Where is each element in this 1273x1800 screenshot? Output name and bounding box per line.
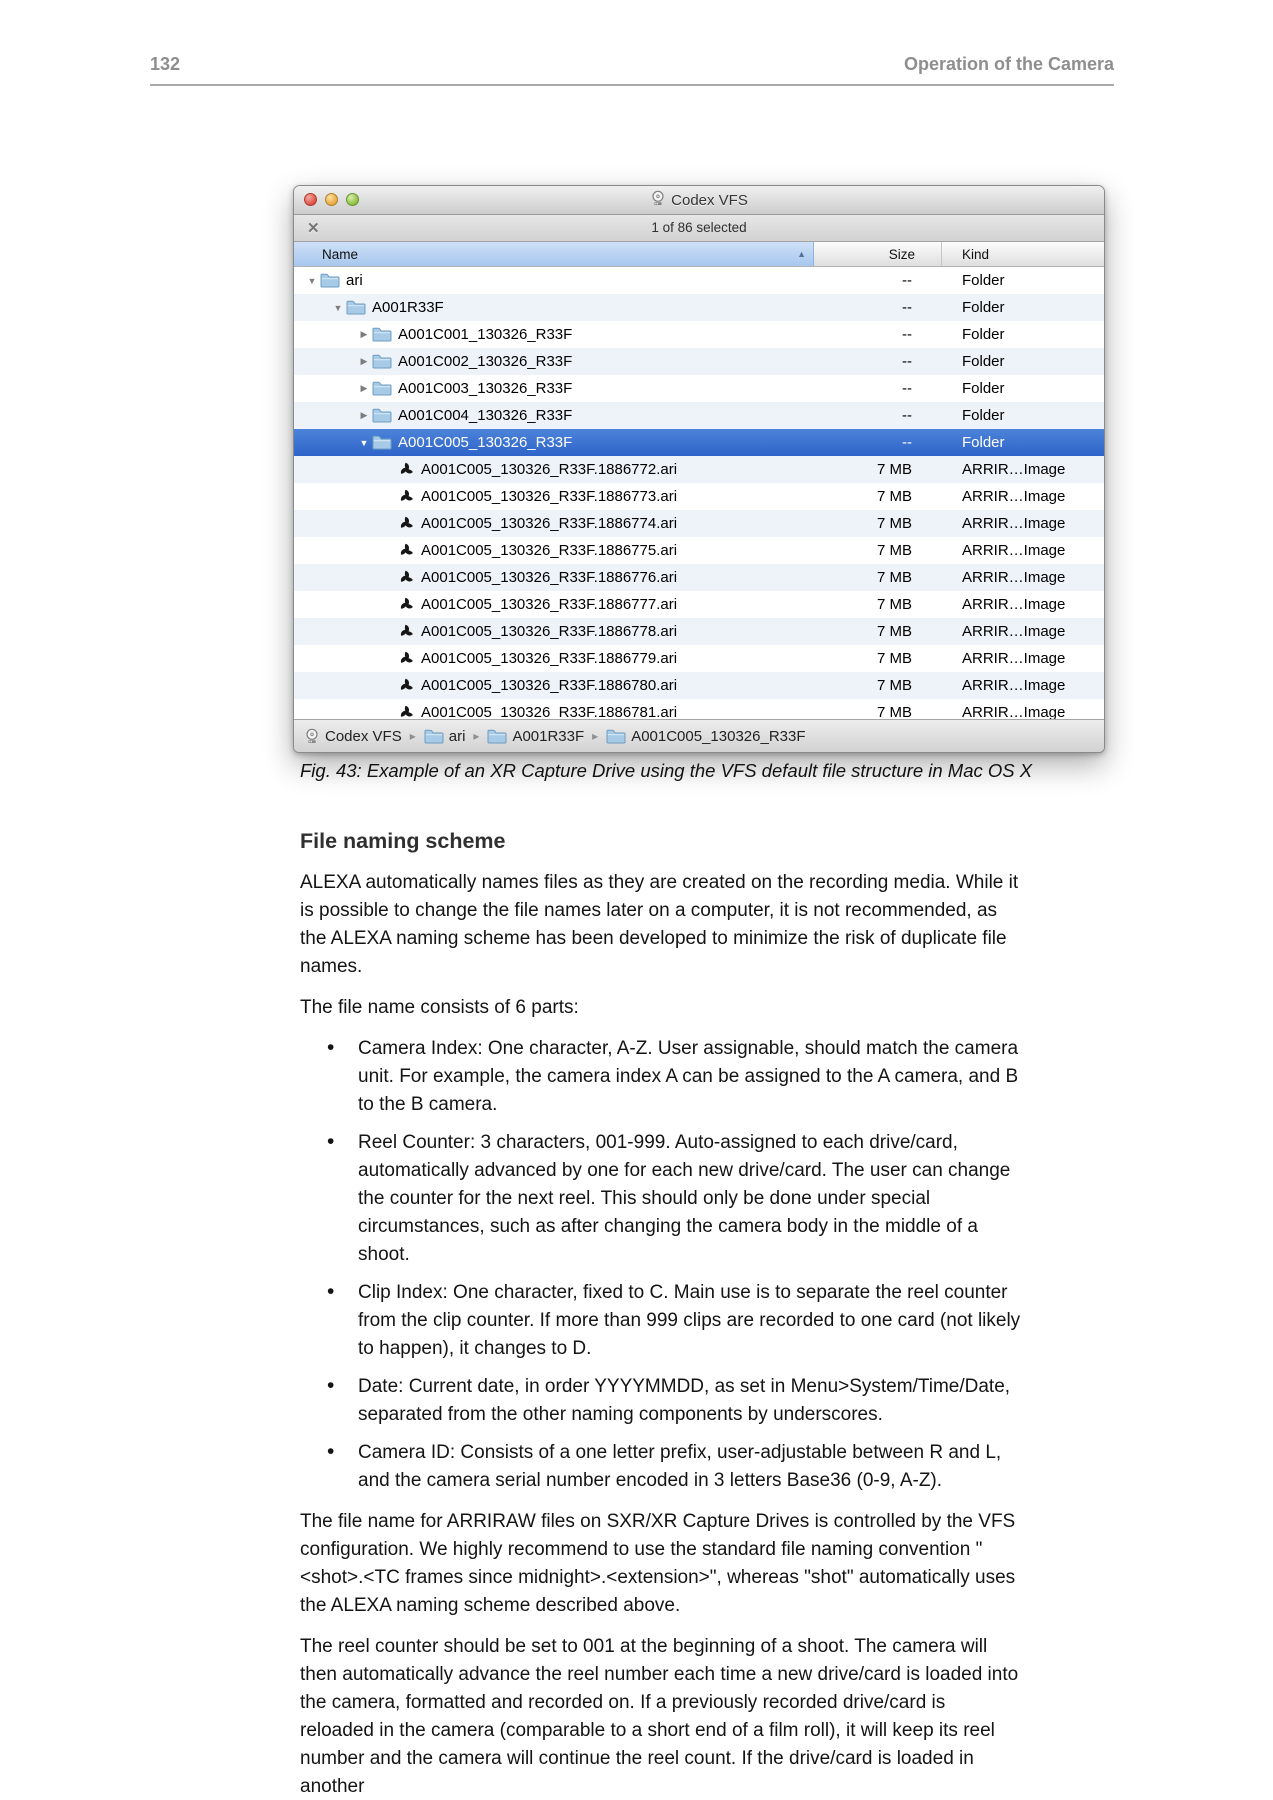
- path-item-label: ari: [448, 727, 466, 745]
- column-header-name[interactable]: [294, 242, 814, 266]
- folder-icon: [606, 729, 626, 744]
- ari-file-icon: [398, 650, 415, 667]
- column-header-size[interactable]: Size: [814, 242, 942, 266]
- file-size: --: [902, 353, 912, 370]
- folder-icon: [372, 408, 392, 423]
- file-size: 7 MB: [876, 650, 912, 667]
- ari-file-icon: [398, 677, 415, 694]
- paragraph-parts: The file name consists of 6 parts:: [300, 997, 579, 1018]
- file-size: 7 MB: [876, 704, 912, 719]
- file-size: --: [902, 380, 912, 397]
- file-size: --: [902, 407, 912, 424]
- window-title: [294, 186, 1104, 214]
- naming-part-item: • Camera ID: Consists of a one letter prefix, user-adjustable between R and L, and the camera serial number encoded in 3 letters Base36 (0-9, A-Z).: [300, 1439, 1024, 1495]
- file-size: 7 MB: [876, 623, 912, 640]
- paragraph-arriraw: The file name for ARRIRAW files on SXR/XR Capture Drives is controlled by the VFS configuration. We highly recommend to use the standard file naming convention "<shot>.<TC frames since midnight>.<extension>", whereas "shot" automatically uses the ALEXA naming scheme described above.: [300, 1511, 1016, 1616]
- file-name: A001C005_130326_R33F.1886781.ari: [421, 704, 678, 719]
- path-separator-icon: ▸: [592, 729, 599, 743]
- file-name: A001C001_130326_R33F: [398, 326, 573, 343]
- drive-icon: [650, 190, 666, 206]
- folder-icon: [372, 435, 392, 450]
- file-name: A001C005_130326_R33F.1886772.ari: [421, 461, 678, 478]
- path-item-label: A001R33F: [512, 727, 585, 745]
- disclosure-closed-icon[interactable]: ▶: [360, 356, 368, 366]
- file-kind: ARRIR…Image: [962, 596, 1066, 613]
- file-name: A001C005_130326_R33F.1886778.ari: [421, 623, 678, 640]
- folder-icon: [320, 273, 340, 288]
- folder-icon: [346, 300, 366, 315]
- file-kind: Folder: [962, 434, 1005, 451]
- file-size: 7 MB: [876, 515, 912, 532]
- finder-window: [293, 185, 1105, 753]
- file-size: --: [902, 434, 912, 451]
- file-name: A001C005_130326_R33F.1886777.ari: [421, 596, 678, 613]
- file-kind: ARRIR…Image: [962, 488, 1066, 505]
- folder-icon: [372, 381, 392, 396]
- file-row[interactable]: [294, 348, 1104, 375]
- column-header-kind[interactable]: Kind: [962, 246, 990, 262]
- naming-part-item: • Clip Index: One character, fixed to C. Main use is to separate the reel counter from the clip counter. If more than 999 clips are recorded to one card (not likely to happen), it changes to D.: [300, 1279, 1024, 1363]
- paragraph-reel-counter: The reel counter should be set to 001 at the beginning of a shoot. The camera will then automatically advance the reel number each time a new drive/card is loaded into the camera, formatted and recorded on. If a previously recorded drive/card is reloaded in the camera (comparable to a short end of a film roll), it will keep its reel number and the camera will continue the reel count. If the drive/card is loaded in another: [300, 1636, 1019, 1797]
- file-size: 7 MB: [876, 461, 912, 478]
- file-kind: ARRIR…Image: [962, 461, 1066, 478]
- file-size: --: [902, 299, 912, 316]
- drive-icon: [650, 190, 666, 210]
- file-row[interactable]: [294, 537, 1104, 564]
- path-item-label: Codex VFS: [325, 727, 402, 745]
- action-tool-icon[interactable]: ✕: [307, 220, 320, 237]
- disclosure-open-icon[interactable]: ▼: [359, 437, 369, 448]
- disclosure-closed-icon[interactable]: ▶: [360, 329, 368, 339]
- file-row[interactable]: [294, 618, 1104, 645]
- window-title-text: Codex VFS: [671, 191, 748, 209]
- page-header: [150, 54, 1114, 86]
- file-size: --: [902, 326, 912, 343]
- disclosure-closed-icon[interactable]: ▶: [360, 410, 368, 420]
- file-row[interactable]: [294, 375, 1104, 402]
- finder-toolbar: [294, 215, 1104, 242]
- ari-file-icon: [398, 515, 415, 532]
- file-name: A001C005_130326_R33F.1886779.ari: [421, 650, 678, 667]
- file-kind: Folder: [962, 353, 1005, 370]
- file-row[interactable]: [294, 699, 1104, 719]
- path-bar: [294, 719, 1104, 752]
- traffic-lights: [304, 193, 359, 206]
- file-kind: ARRIR…Image: [962, 542, 1066, 559]
- file-row[interactable]: [294, 429, 1104, 456]
- path-item[interactable]: [487, 728, 584, 745]
- ari-file-icon: [398, 623, 415, 640]
- zoom-button[interactable]: [346, 193, 359, 206]
- disclosure-open-icon[interactable]: ▼: [333, 302, 343, 313]
- file-name: A001C005_130326_R33F.1886776.ari: [421, 569, 678, 586]
- column-headers: [294, 242, 1104, 267]
- ari-file-icon: [398, 461, 415, 478]
- close-button[interactable]: [304, 193, 317, 206]
- paragraph-intro: ALEXA automatically names files as they are created on the recording media. While it is possible to change the file names later on a computer, it is not recommended, as the ALEXA naming scheme has been developed to minimize the risk of duplicate file names.: [300, 872, 1019, 977]
- file-kind: ARRIR…Image: [962, 677, 1066, 694]
- file-name: ari: [346, 272, 363, 289]
- file-size: 7 MB: [876, 677, 912, 694]
- window-titlebar[interactable]: [294, 186, 1104, 215]
- file-kind: Folder: [962, 326, 1005, 343]
- file-size: 7 MB: [876, 596, 912, 613]
- file-name: A001C004_130326_R33F: [398, 407, 573, 424]
- naming-part-item: • Reel Counter: 3 characters, 001-999. Auto-assigned to each drive/card, automatically advanced by one for each new drive/card. The user can change the counter for the next reel. This should only be done under special circumstances, such as after changing the camera body in the middle of a shoot.: [300, 1129, 1024, 1269]
- page-header-title: Operation of the Camera: [903, 54, 1114, 74]
- file-list: [294, 267, 1104, 719]
- path-item[interactable]: [304, 728, 402, 745]
- file-kind: Folder: [962, 299, 1005, 316]
- file-row[interactable]: [294, 267, 1104, 294]
- file-name: A001C005_130326_R33F: [398, 434, 573, 451]
- file-row[interactable]: [294, 294, 1104, 321]
- minimize-button[interactable]: [325, 193, 338, 206]
- folder-icon: [372, 354, 392, 369]
- file-size: 7 MB: [876, 488, 912, 505]
- ari-file-icon: [398, 488, 415, 505]
- disclosure-closed-icon[interactable]: ▶: [360, 383, 368, 393]
- file-kind: ARRIR…Image: [962, 623, 1066, 640]
- ari-file-icon: [398, 704, 415, 719]
- drive-icon: [304, 728, 320, 744]
- file-row[interactable]: [294, 321, 1104, 348]
- path-separator-icon: ▸: [409, 729, 416, 743]
- file-row[interactable]: [294, 402, 1104, 429]
- file-name: A001C005_130326_R33F.1886773.ari: [421, 488, 678, 505]
- file-kind: Folder: [962, 380, 1005, 397]
- file-row[interactable]: [294, 645, 1104, 672]
- path-item[interactable]: [606, 728, 805, 745]
- file-name: A001C005_130326_R33F.1886775.ari: [421, 542, 678, 559]
- file-kind: ARRIR…Image: [962, 569, 1066, 586]
- sort-ascending-icon: ▲: [797, 248, 806, 259]
- file-row[interactable]: [294, 510, 1104, 537]
- section-heading: File naming scheme: [300, 829, 506, 853]
- selection-status: 1 of 86 selected: [651, 220, 747, 235]
- file-kind: ARRIR…Image: [962, 650, 1066, 667]
- naming-parts-list: [300, 1035, 1024, 1495]
- file-name: A001C005_130326_R33F.1886780.ari: [421, 677, 678, 694]
- ari-file-icon: [398, 596, 415, 613]
- file-kind: Folder: [962, 272, 1005, 289]
- path-item[interactable]: [424, 728, 466, 745]
- file-row[interactable]: [294, 456, 1104, 483]
- folder-icon: [487, 729, 507, 744]
- folder-icon: [372, 327, 392, 342]
- file-row[interactable]: [294, 672, 1104, 699]
- ari-file-icon: [398, 569, 415, 586]
- file-kind: ARRIR…Image: [962, 515, 1066, 532]
- disclosure-open-icon[interactable]: ▼: [307, 275, 317, 286]
- file-row[interactable]: [294, 564, 1104, 591]
- file-name: A001C005_130326_R33F.1886774.ari: [421, 515, 678, 532]
- folder-icon: [424, 729, 444, 744]
- file-name: A001C002_130326_R33F: [398, 353, 573, 370]
- naming-part-item: • Camera Index: One character, A-Z. User assignable, should match the camera unit. For example, the camera index A can be assigned to the A camera, and B to the B camera.: [300, 1035, 1024, 1119]
- figure-caption: Fig. 43: Example of an XR Capture Drive using the VFS default file structure in Mac OS X: [300, 760, 1033, 781]
- naming-part-item: • Date: Current date, in order YYYYMMDD, as set in Menu>System/Time/Date, separated from the other naming components by underscores.: [300, 1373, 1024, 1429]
- file-name: A001R33F: [372, 299, 444, 316]
- section-content: [300, 828, 1024, 1800]
- page-number: 132: [150, 54, 181, 74]
- path-item-label: A001C005_130326_R33F: [631, 727, 806, 745]
- file-kind: ARRIR…Image: [962, 704, 1066, 719]
- path-separator-icon: ▸: [473, 729, 480, 743]
- file-row[interactable]: [294, 591, 1104, 618]
- file-size: 7 MB: [876, 569, 912, 586]
- column-header-name-label: Name: [322, 246, 359, 262]
- ari-file-icon: [398, 542, 415, 559]
- file-name: A001C003_130326_R33F: [398, 380, 573, 397]
- file-row[interactable]: [294, 483, 1104, 510]
- file-size: --: [902, 272, 912, 289]
- file-kind: Folder: [962, 407, 1005, 424]
- file-size: 7 MB: [876, 542, 912, 559]
